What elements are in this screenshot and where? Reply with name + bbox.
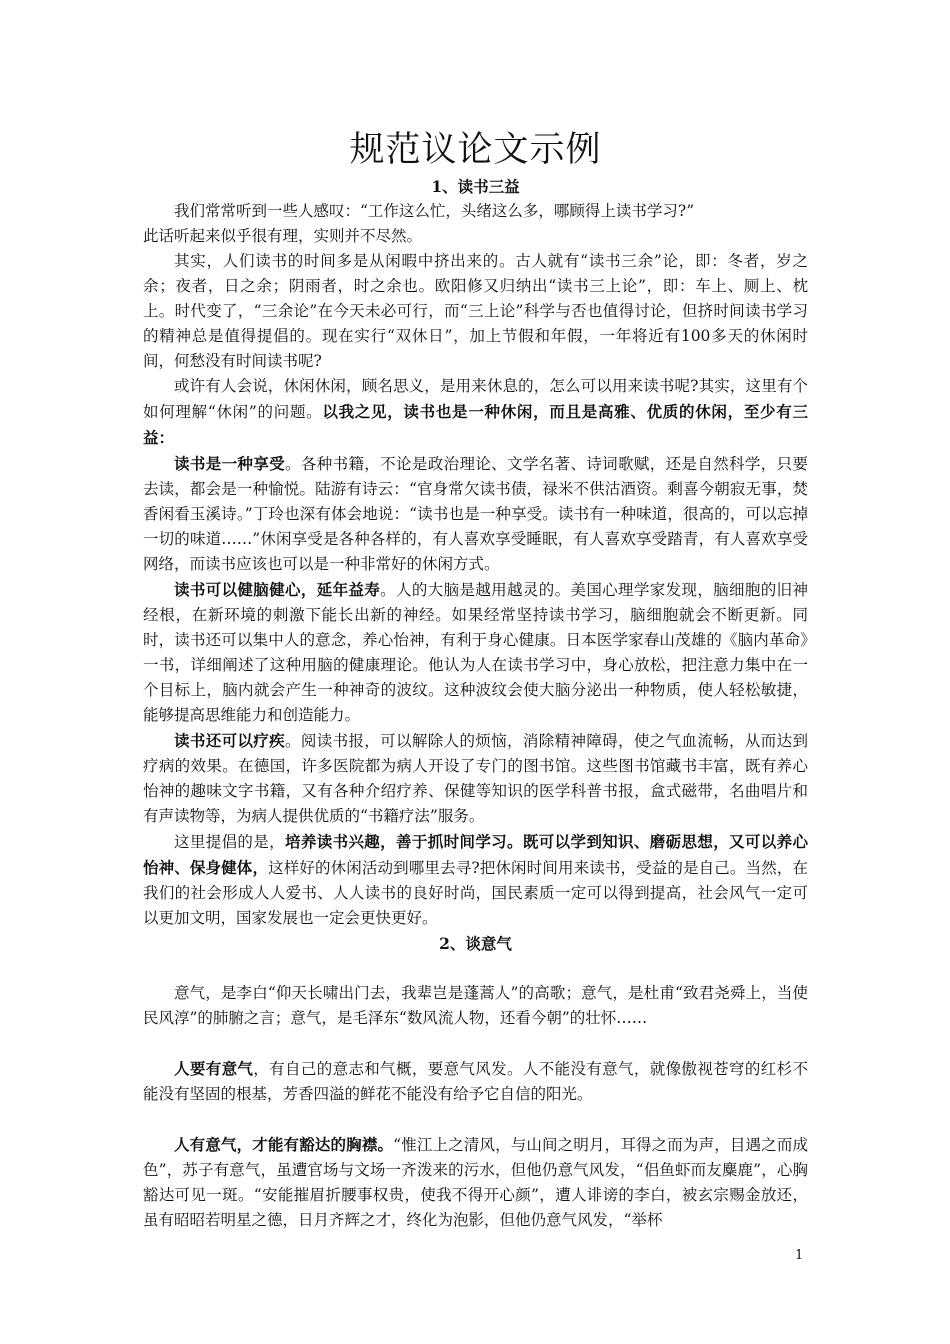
s1-paragraph-1-line-1: 我们常常听到一些人感叹：“工作这么忙，头绪这么多，哪顾得上读书学习?” (174, 202, 695, 220)
s2-paragraph-3 (143, 1132, 808, 1233)
s1-paragraph-4 (143, 451, 808, 577)
s1-p5-text: 。人的大脑是越用越灵的。美国心理学家发现，脑细胞的旧神经根，在新环境的刺激下能长出新的神经。如果经常坚持读书学习，脑细胞就会不断更新。同时，读书还可以集中人的意念，养心怡神，有利于身心健康。日本医学家春山茂雄的《脑内革命》一书，详细阐述了这种用脑的健康理论。他认为人在读书学习中，身心放松，把注意力集中在一个目标上，脑内就会产生一种神奇的波纹。这种波纹会使大脑分泌出一种物质，使人轻松敏捷，能够提高思维能力和创造能力。 (143, 581, 808, 724)
s1-p4-text: 。各种书籍，不论是政治理论、文学名著、诗词歌赋，还是自然科学，只要去读，都会是一种愉悦。陆游有诗云：“官身常欠读书债，禄米不供沽酒资。剩喜今朝寂无事，焚香闲看玉溪诗。”丁玲也深有体会地说：“读书也是一种享受。读书有一种味道，很高的，可以忘掉一切的味道……”休闲享受是各种各样的，有人喜欢享受睡眠，有人喜欢享受踏青，有人喜欢享受网络，而读书应该也可以是一种非常好的休闲方式。 (143, 455, 808, 573)
s2-paragraph-2 (143, 1056, 808, 1107)
s1-p7-text-1: 这里提倡的是， (174, 833, 286, 851)
s1-paragraph-5 (143, 577, 808, 728)
s2-p3-bold: 人有意气，才能有豁达的胸襟。 (174, 1135, 394, 1154)
section-heading-1: 1、读书三益 (431, 177, 520, 196)
s2-p3-text: “惟江上之清风，与山间之明月，耳得之而为声，目遇之而成色”，苏子有意气，虽遭官场与文场一齐泼来的污水，但他仍意气风发，“侣鱼虾而友麋鹿”，心胸豁达可见一斑。“安能摧眉折腰事权贵，使我不得开心颜”，遭人诽谤的李白，被玄宗赐金放还，虽有昭昭若明星之德，日月齐辉之才，终化为泡影，但他仍意气风发，“举杯 (143, 1136, 808, 1229)
s1-p6-text: 。阅读书报，可以解除人的烦恼，消除精神障碍，使之气血流畅，从而达到疗病的效果。在德国，许多医院都为病人开设了专门的图书馆。这些图书馆藏书丰富，既有养心怡神的趣味文字书籍，又有各种介绍疗养、保健等知识的医学科普书报，盒式磁带，名曲唱片和有声读物等，为病人提供优质的“书籍疗法”服务。 (143, 732, 808, 825)
spacer (143, 1107, 808, 1132)
s1-p5-bold: 读书可以健脑健心，延年益寿 (174, 580, 381, 599)
document-page (143, 0, 808, 1233)
s1-paragraph-1-line-2: 此话听起来似乎很有理，实则并不尽然。 (143, 227, 423, 245)
s1-p6-bold: 读书还可以疗疾 (174, 731, 286, 750)
document-title: 规范议论文示例 (349, 130, 602, 170)
s1-paragraph-3 (143, 374, 808, 451)
s1-p7-text-2: 这样好的休闲活动到哪里去寻?把休闲时间用来读书，受益的是自己。当然，在我们的社会形成人人爱书、人人读书的良好时尚，国民素质一定可以得到提高，社会风气一定可以更加文明，国家发展也一定会更快更好。 (143, 859, 808, 927)
s1-paragraph-2: 其实，人们读书的时间多是从闲暇中挤出来的。古人就有“读书三余”论，即：冬者，岁之余；夜者，日之余；阴雨者，时之余也。欧阳修又归纳出“读书三上论”，即：车上、厕上、枕上。时代变了，“三余论”在今天未必可行，而“三上论”科学与否也值得讨论，但挤时间读书学习的精神总是值得提倡的。现在实行“双休日”，加上节假和年假，一年将近有100多天的休闲时间，何愁没有时间读书呢? (143, 252, 808, 370)
s1-paragraph-7 (143, 829, 808, 931)
s1-paragraph-6 (143, 728, 808, 829)
s1-p4-bold: 读书是一种享受 (174, 454, 286, 473)
s2-p2-text: ，有自己的意志和气概，要意气风发。人不能没有意气，就像傲视苍穹的红杉不能没有坚固的根基，芳香四溢的鲜花不能没有给予它自信的阳光。 (143, 1060, 808, 1103)
spacer (143, 1031, 808, 1056)
section-heading-2: 2、谈意气 (439, 934, 512, 953)
s2-paragraph-1: 意气，是李白“仰天长啸出门去，我辈岂是蓬蒿人”的高歌；意气，是杜甫“致君尧舜上，当使民风淳”的肺腑之言；意气，是毛泽东“数风流人物，还看今朝”的壮怀…… (143, 984, 808, 1027)
page-number: 1 (795, 1248, 804, 1263)
s1-p7-bold: 培养读书兴趣，善于抓时间学习。既可以学到知识、磨砺思想，又可以养心怡神、保身健体， (143, 832, 808, 877)
spacer (143, 956, 808, 981)
s1-p3-bold: 以我之见，读书也是一种休闲，而且是高雅、优质的休闲，至少有三益： (143, 402, 808, 447)
s2-p2-bold: 人要有意气 (174, 1059, 254, 1078)
s1-p3-text: 或许有人会说，休闲休闲，顾名思义，是用来休息的，怎么可以用来读书呢?其实，这里有个如何理解“休闲”的问题。 (143, 377, 808, 421)
